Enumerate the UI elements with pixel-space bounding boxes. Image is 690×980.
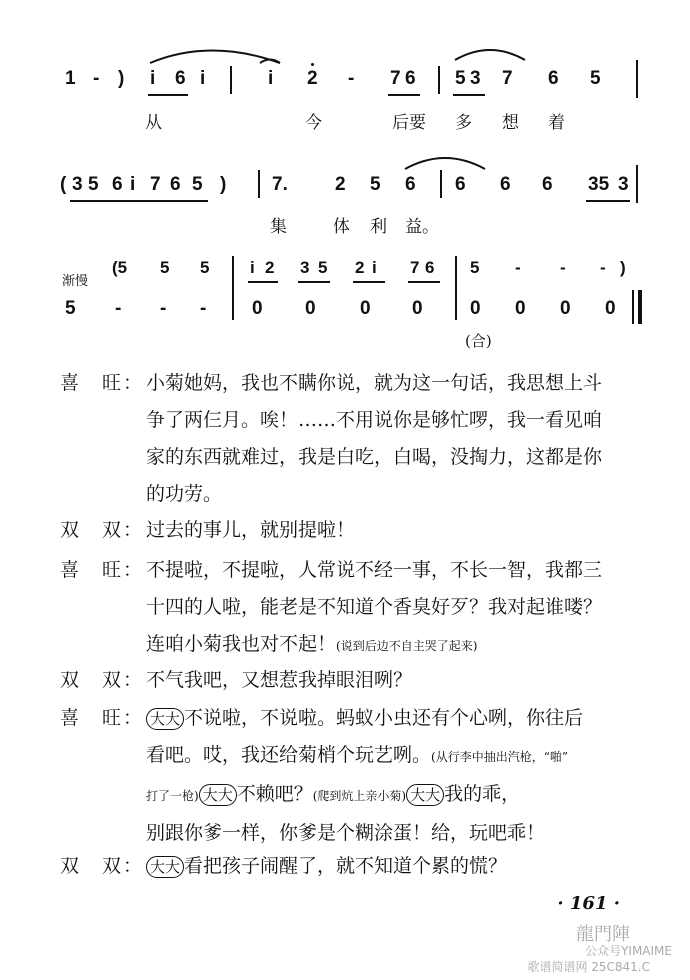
- dialogue-line: 十四的人啦，能老是不知道个香臭好歹？我对起谁喽？: [146, 596, 603, 618]
- lyric: 益。: [405, 217, 439, 237]
- lyric: 利: [370, 217, 387, 237]
- lyric: 集: [270, 217, 287, 237]
- note: 3: [72, 174, 83, 195]
- dialogue-block-5: [60, 700, 670, 852]
- stage-direction: (从行李中抽出汽枪，“啪”: [431, 750, 568, 764]
- note: 5: [590, 68, 601, 89]
- slur-mark: [450, 38, 540, 62]
- note: i: [250, 258, 255, 277]
- note: (5: [112, 258, 128, 277]
- lyric: 从: [145, 113, 162, 133]
- note: 0: [305, 298, 316, 319]
- percussion-badge: 大大: [146, 708, 184, 730]
- percussion-badge: 大大: [406, 784, 444, 806]
- percussion-badge: 大大: [146, 856, 184, 878]
- note: 0: [252, 298, 263, 319]
- dialogue-line: 别跟你爹一样，你爹是个糊涂蛋！给，玩吧乖！: [146, 822, 546, 844]
- octave-dot: [311, 63, 314, 66]
- note: 2: [335, 174, 346, 195]
- beam: [128, 200, 208, 202]
- bar-line: [230, 66, 232, 94]
- note: 6: [175, 68, 186, 89]
- note: 0: [470, 298, 481, 319]
- note: 6: [500, 174, 511, 195]
- note: i: [268, 68, 274, 89]
- note: -: [348, 68, 355, 89]
- note: -: [560, 258, 566, 277]
- lyric: 体: [333, 217, 350, 237]
- note: i: [150, 68, 156, 89]
- dialogue-block-1: [60, 365, 670, 513]
- dialogue-line: 连咱小菊我也对不起！: [146, 633, 337, 655]
- lyric: 今: [305, 113, 322, 133]
- bar-line: [636, 165, 638, 203]
- note: 6: [542, 174, 553, 195]
- slur-marks: [140, 38, 300, 68]
- speaker-label: 双 双：: [60, 855, 145, 877]
- dialogue-line: 不赖吧？: [236, 783, 313, 805]
- dialogue-line: 我的乖，: [444, 783, 521, 805]
- note: -: [115, 298, 122, 319]
- note: 35: [588, 174, 610, 195]
- watermark-text: 歌谱简谱网 25C841.C: [527, 960, 650, 974]
- stage-direction: (说到后边不自主哭了起来): [336, 639, 478, 653]
- note: 7: [410, 258, 420, 277]
- bar-line: [455, 256, 457, 320]
- note: 6: [112, 174, 123, 195]
- note: (: [60, 174, 67, 195]
- stage-direction: (爬到炕上亲小菊): [312, 789, 407, 803]
- speaker-label: 喜 旺：: [60, 559, 145, 581]
- note: ): [220, 174, 227, 195]
- note: 2: [355, 258, 365, 277]
- dialogue-line: 不提啦，不提啦，人常说不经一事，不长一智，我都三: [146, 559, 603, 581]
- beam: [70, 200, 130, 202]
- speaker-label: 喜 旺：: [60, 372, 145, 394]
- note: 7: [390, 68, 401, 89]
- note: -: [515, 258, 521, 277]
- watermark-text: 公众号YIMAIME: [585, 944, 672, 958]
- bar-line: [232, 256, 234, 320]
- page-number: · 161 ·: [557, 893, 620, 914]
- lyric: 后: [392, 113, 409, 133]
- speaker-label: 双 双：: [60, 519, 145, 541]
- dialogue-block-6: [60, 848, 670, 885]
- slur-mark: [400, 145, 490, 171]
- dialogue-line: 过去的事儿，就别提啦！: [146, 519, 356, 541]
- note: 6: [405, 174, 416, 195]
- bar-line: [438, 66, 440, 94]
- beam: [248, 281, 278, 283]
- note: -: [600, 258, 606, 277]
- beam: [388, 94, 420, 96]
- note: 0: [515, 298, 526, 319]
- note: -: [200, 298, 207, 319]
- note: 5: [192, 174, 203, 195]
- speaker-label: 双 双：: [60, 669, 145, 691]
- note: 5: [65, 298, 76, 319]
- dialogue-line: 争了两仨月。唉！……不用说你是够忙啰，我一看见咱: [146, 409, 603, 431]
- note: ): [118, 68, 125, 89]
- speaker-label: 喜 旺：: [60, 707, 145, 729]
- note: 0: [560, 298, 571, 319]
- beam: [408, 281, 440, 283]
- note: i: [200, 68, 206, 89]
- beam: [453, 94, 485, 96]
- dialogue-line: 不气我吧，又想惹我掉眼泪咧？: [146, 669, 413, 691]
- note: 6: [405, 68, 416, 89]
- note: 6: [425, 258, 435, 277]
- note: 1: [65, 68, 76, 89]
- note: 5: [318, 258, 328, 277]
- note: 3: [618, 174, 629, 195]
- lyric: 着: [548, 113, 565, 133]
- beam: [148, 94, 188, 96]
- note: 6: [455, 174, 466, 195]
- note: ): [620, 258, 626, 277]
- dialogue-block-3: [60, 552, 670, 665]
- lyric: 想: [502, 113, 519, 133]
- note: 5: [88, 174, 99, 195]
- beam: [298, 281, 330, 283]
- dialogue-block-4: [60, 662, 670, 699]
- note: 5: [160, 258, 170, 277]
- dialogue-line: 家的东西就难过，我是白吃，白喝，没掏力，这都是你: [146, 446, 603, 468]
- note: -: [93, 68, 100, 89]
- dialogue-block-2: [60, 512, 670, 549]
- bar-line: [258, 170, 260, 198]
- lyric: 要: [409, 113, 426, 133]
- percussion-badge: 大大: [199, 784, 237, 806]
- note: 5: [470, 258, 480, 277]
- watermark-logo: 龍門陣: [576, 924, 630, 945]
- note: 5: [370, 174, 381, 195]
- stage-direction: 打了一枪): [146, 789, 199, 803]
- note: 2: [307, 68, 318, 89]
- note: 2: [265, 258, 275, 277]
- final-bar-line: [638, 290, 642, 324]
- dialogue-line: 看把孩子闹醒了，就不知道个累的慌？: [184, 855, 508, 877]
- dialogue-line: 的功劳。: [146, 483, 223, 505]
- note: 7.: [272, 174, 288, 195]
- chorus-mark: (合): [465, 332, 492, 350]
- bar-line: [440, 170, 442, 198]
- bar-line: [636, 60, 638, 98]
- dialogue-line: 不说啦，不说啦。蚂蚁小虫还有个心咧，你往后: [184, 707, 584, 729]
- note: i: [130, 174, 136, 195]
- note: 3: [470, 68, 481, 89]
- dialogue-line: 看吧。哎，我还给菊梢个玩艺咧。: [146, 744, 432, 766]
- note: 6: [170, 174, 181, 195]
- note: 6: [548, 68, 559, 89]
- note: 0: [605, 298, 616, 319]
- note: 7: [150, 174, 161, 195]
- note: 5: [200, 258, 210, 277]
- note: 7: [502, 68, 513, 89]
- note: 0: [360, 298, 371, 319]
- note: 3: [300, 258, 310, 277]
- beam: [586, 200, 630, 202]
- bar-line: [632, 290, 634, 324]
- tempo-mark: 渐慢: [62, 274, 89, 289]
- note: i: [372, 258, 377, 277]
- dialogue-line: 小菊她妈，我也不瞒你说，就为这一句话，我思想上斗: [146, 372, 603, 394]
- beam: [353, 281, 385, 283]
- note: 5: [455, 68, 466, 89]
- note: 0: [412, 298, 423, 319]
- lyric: 多: [455, 113, 472, 133]
- note: -: [160, 298, 167, 319]
